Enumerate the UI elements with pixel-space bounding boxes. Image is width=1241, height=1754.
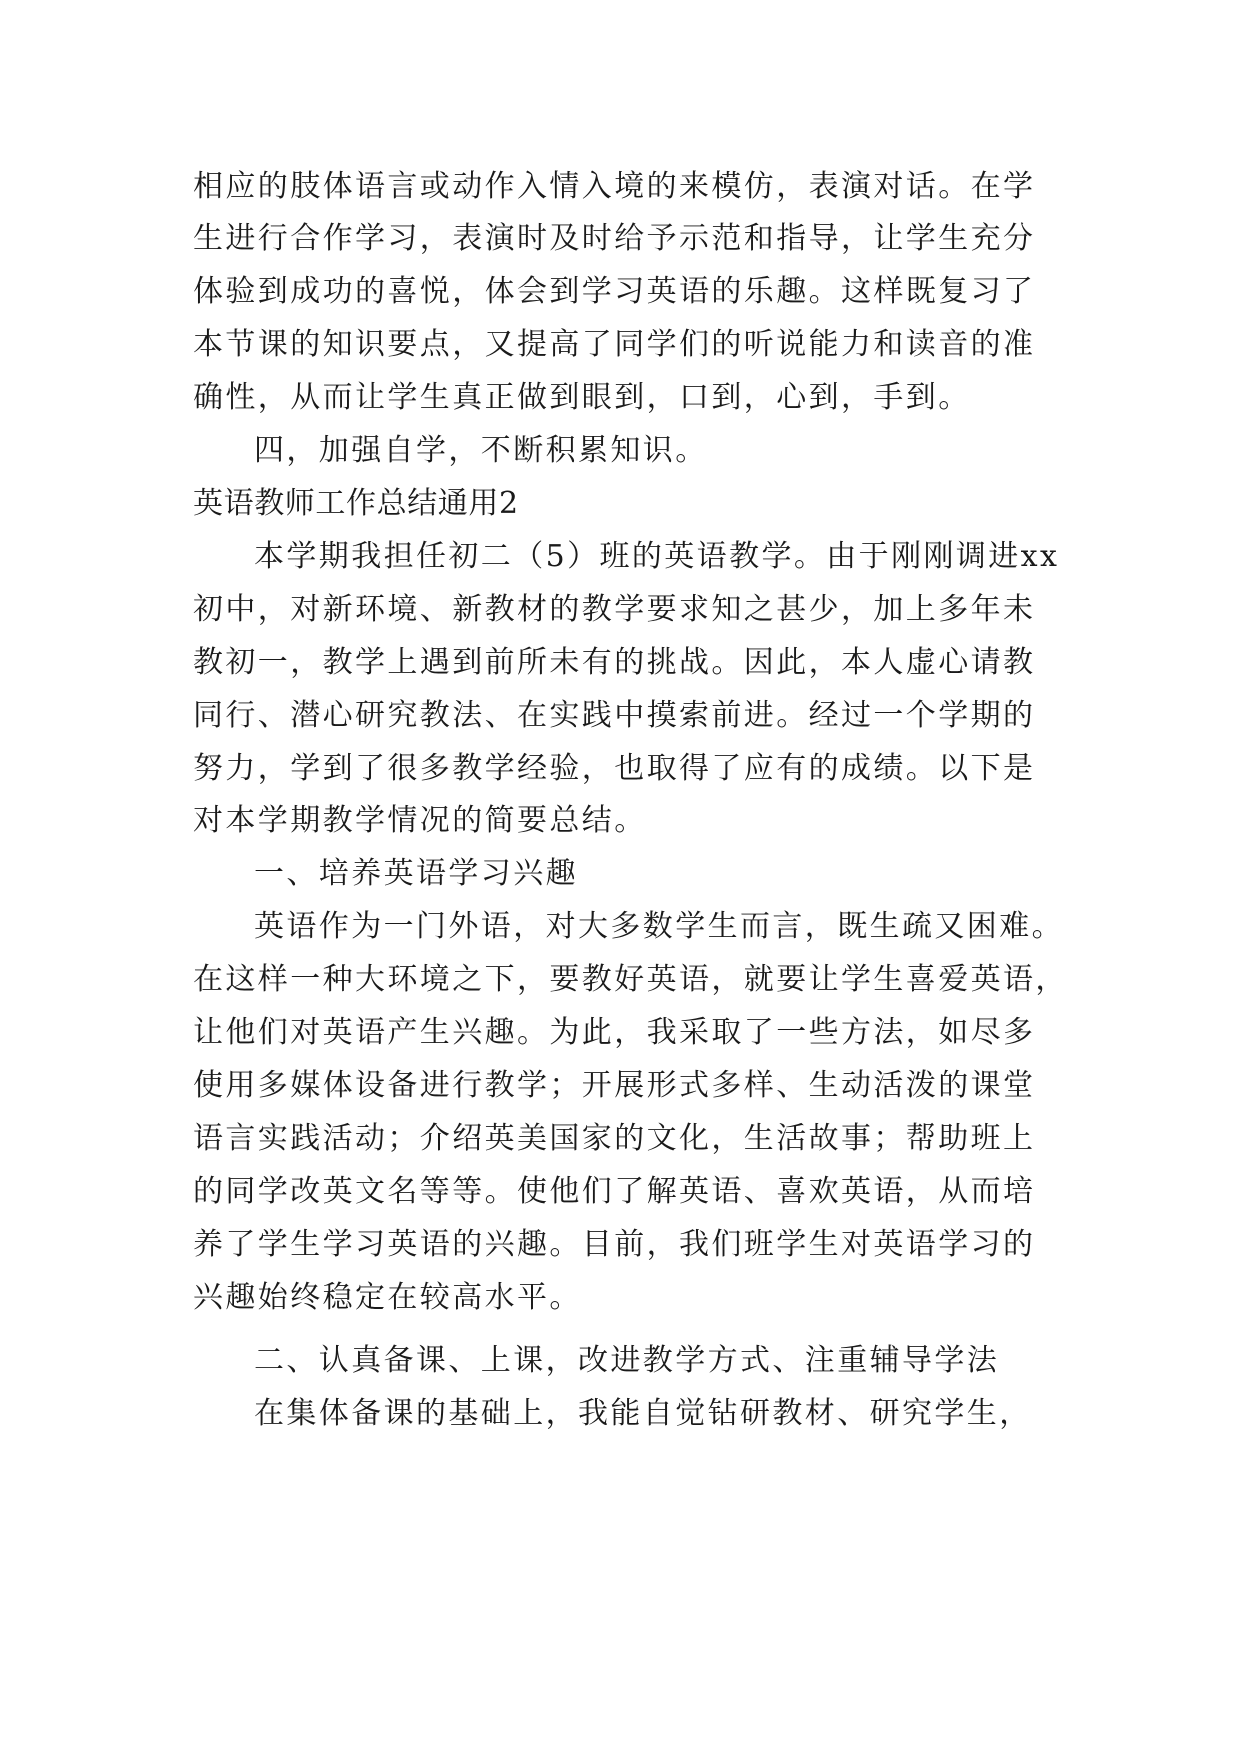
section-heading-4: 四，加强自学，不断积累知识。 bbox=[254, 433, 708, 468]
body-text-line: 体验到成功的喜悦，体会到学习英语的乐趣。这样既复习了 bbox=[193, 274, 1036, 309]
body-text-line: 对本学期教学情况的简要总结。 bbox=[193, 803, 647, 838]
body-text-line: 兴趣始终稳定在较高水平。 bbox=[193, 1280, 582, 1315]
body-text-line: 同行、潜心研究教法、在实践中摸索前进。经过一个学期的 bbox=[193, 698, 1036, 733]
body-text-line: 使用多媒体设备进行教学；开展形式多样、生动活泼的课堂 bbox=[193, 1068, 1036, 1103]
document-title: 英语教师工作总结通用2 bbox=[193, 486, 519, 521]
body-text-line: 教初一，教学上遇到前所未有的挑战。因此，本人虚心请教 bbox=[193, 645, 1036, 680]
body-text-line: 养了学生学习英语的兴趣。目前，我们班学生对英语学习的 bbox=[193, 1227, 1036, 1262]
body-text-line: 在集体备课的基础上，我能自觉钻研教材、研究学生， bbox=[254, 1396, 1032, 1431]
section-heading-2: 二、认真备课、上课，改进教学方式、注重辅导学法 bbox=[254, 1343, 1000, 1378]
body-text-line: 本节课的知识要点，又提高了同学们的听说能力和读音的准 bbox=[193, 327, 1036, 362]
body-text-line: 让他们对英语产生兴趣。为此，我采取了一些方法，如尽多 bbox=[193, 1015, 1036, 1050]
body-text-line: 生进行合作学习，表演时及时给予示范和指导，让学生充分 bbox=[193, 221, 1036, 256]
body-text-line: 相应的肢体语言或动作入情入境的来模仿，表演对话。在学 bbox=[193, 169, 1036, 204]
body-text-line: 在这样一种大环境之下，要教好英语，就要让学生喜爱英语， bbox=[193, 962, 1068, 997]
body-text-line: 的同学改英文名等等。使他们了解英语、喜欢英语，从而培 bbox=[193, 1174, 1036, 1209]
body-text-line: 努力，学到了很多教学经验，也取得了应有的成绩。以下是 bbox=[193, 751, 1036, 786]
section-heading-1: 一、培养英语学习兴趣 bbox=[254, 856, 578, 891]
body-text-line: 英语作为一门外语，对大多数学生而言，既生疏又困难。 bbox=[254, 909, 1064, 944]
body-text-line: 本学期我担任初二（5）班的英语教学。由于刚刚调进xx bbox=[254, 539, 1060, 574]
body-text-line: 初中，对新环境、新教材的教学要求知之甚少，加上多年未 bbox=[193, 592, 1036, 627]
body-text-line: 语言实践活动；介绍英美国家的文化，生活故事；帮助班上 bbox=[193, 1121, 1036, 1156]
body-text-line: 确性，从而让学生真正做到眼到，口到，心到，手到。 bbox=[193, 380, 971, 415]
